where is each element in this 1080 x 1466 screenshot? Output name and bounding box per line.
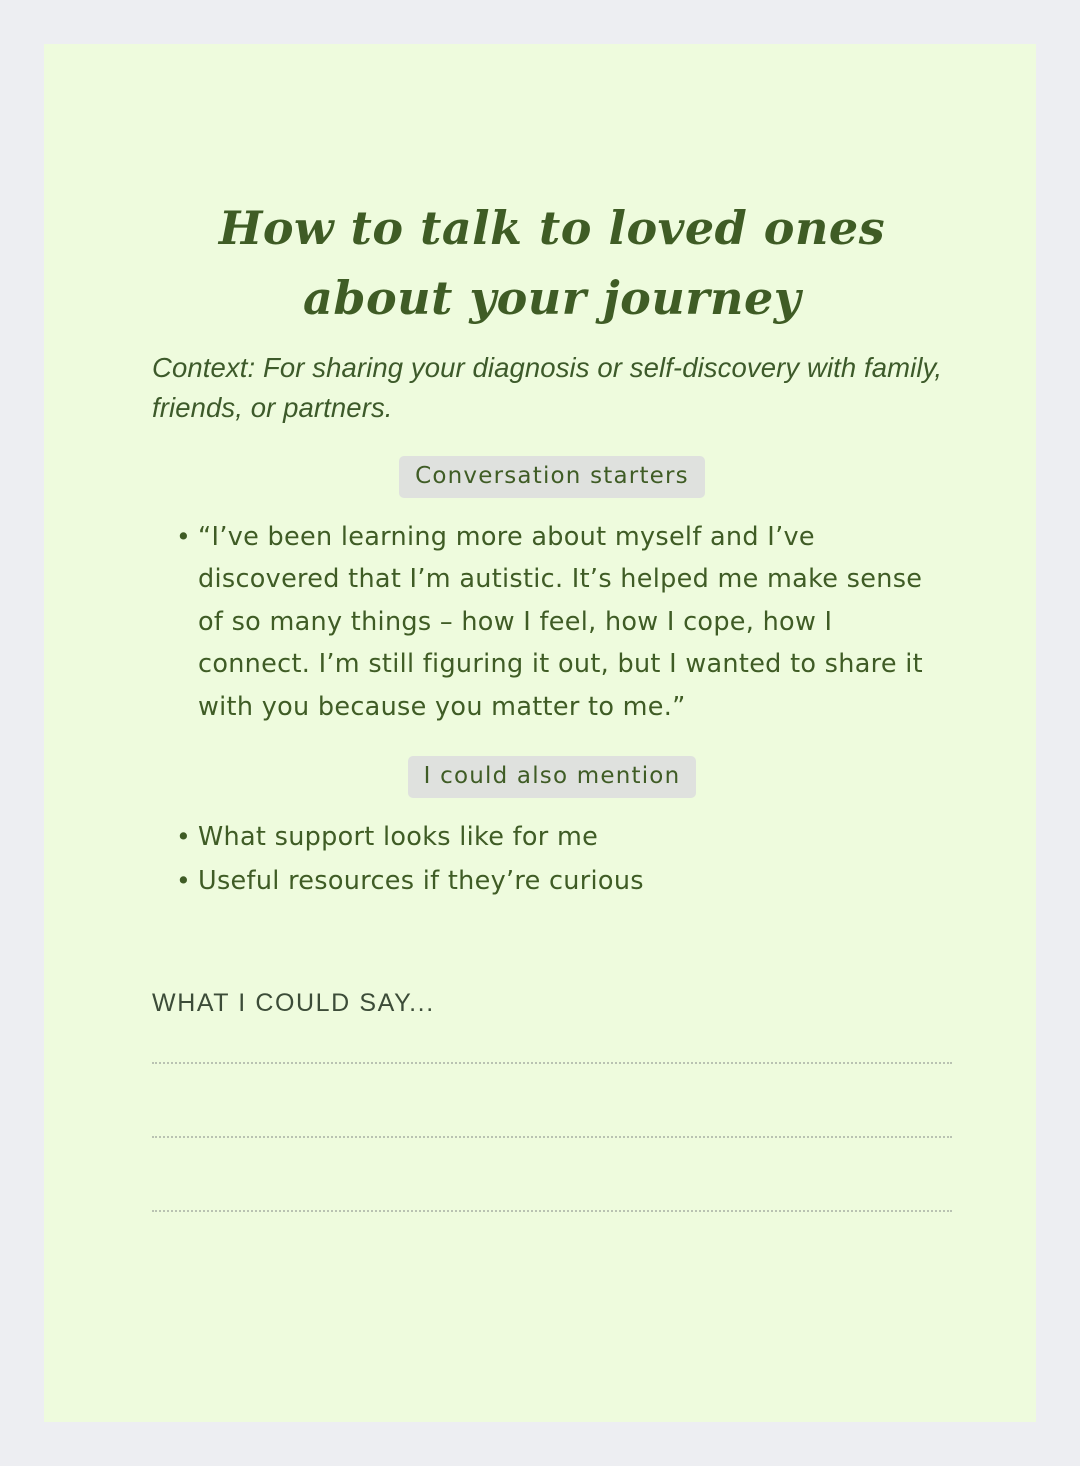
- section-pill-label: I could also mention: [408, 756, 697, 798]
- page-title: How to talk to loved ones about your journey: [218, 201, 886, 325]
- writing-prompt-label: WHAT I COULD SAY...: [152, 989, 435, 1018]
- list-item: • Useful resources if they’re curious: [198, 860, 952, 903]
- conversation-starters-list: [152, 516, 952, 729]
- context-note: Context: For sharing your diagnosis or self-discovery with family, friends, or partners.: [152, 351, 943, 423]
- writing-line[interactable]: [152, 1062, 952, 1064]
- writing-line[interactable]: [152, 1210, 952, 1212]
- section-header-conversation-starters: [152, 456, 952, 498]
- page-content: [152, 44, 952, 1422]
- list-item: • “I’ve been learning more about myself and I’ve discovered that I’m autistic. It’s helped me make sense of so many things – how I feel, how I cope, how I connect. I’m still figuring it out, but I wanted to share it with you because you matter to me.”: [198, 516, 952, 729]
- list-item: • What support looks like for me: [198, 816, 952, 859]
- writing-line[interactable]: [152, 1136, 952, 1138]
- section-header-could-also-mention: [152, 756, 952, 798]
- writing-area[interactable]: [152, 1062, 952, 1212]
- worksheet-page: [44, 44, 1036, 1422]
- could-also-mention-list: [152, 816, 952, 903]
- section-pill-label: Conversation starters: [399, 456, 705, 498]
